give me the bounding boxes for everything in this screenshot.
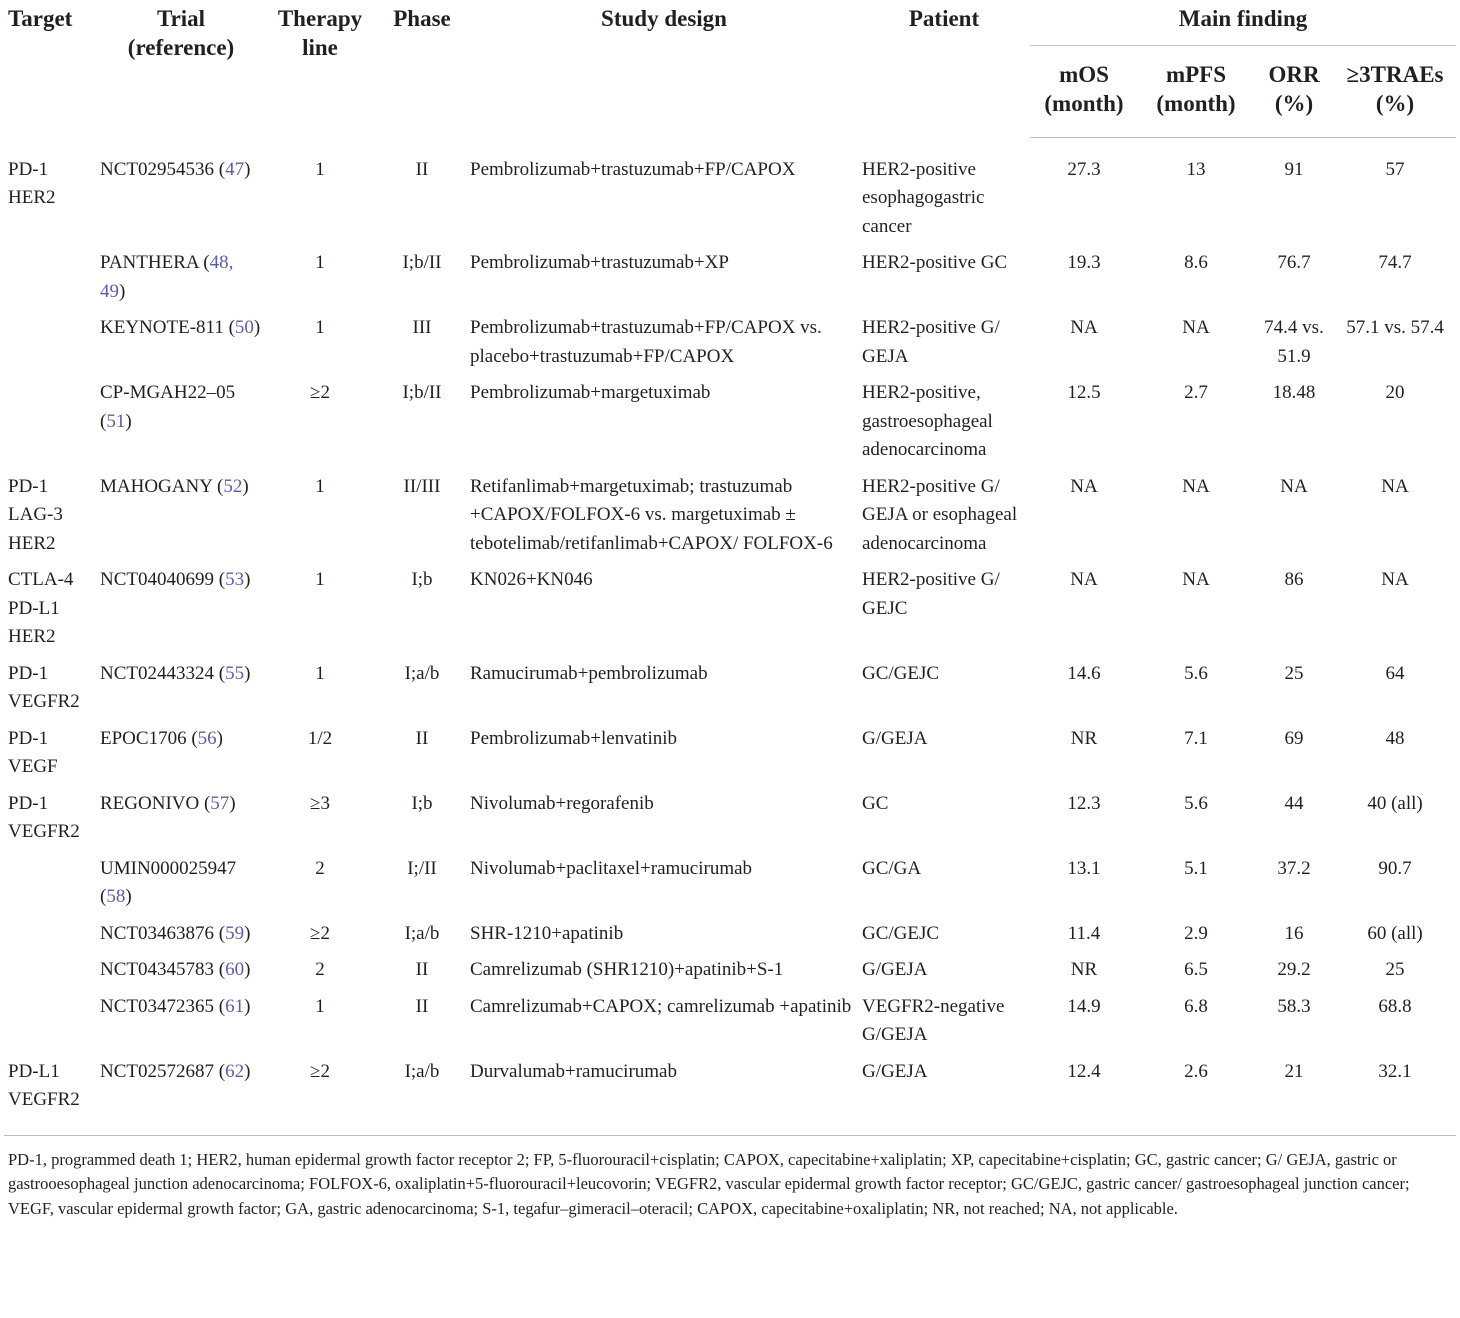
cell-phase: II <box>415 158 429 180</box>
header-main-finding-label: Main finding <box>1178 6 1308 31</box>
reference-link[interactable]: 62 <box>225 1060 245 1082</box>
cell-mos: 12.4 <box>1067 1060 1101 1082</box>
cell-trial: REGONIVO (57) <box>100 792 236 814</box>
cell-mos: NA <box>1070 569 1098 590</box>
cell-therapy-line: 1 <box>315 662 325 684</box>
cell-mpfs: 2.9 <box>1184 922 1208 944</box>
cell-mos: 14.9 <box>1067 995 1101 1017</box>
cell-patient: HER2-positive esophagogastric cancer <box>862 158 985 237</box>
cell-orr: 86 <box>1284 569 1304 590</box>
target-item: PD-1 <box>8 792 49 814</box>
header-study-design <box>470 0 858 138</box>
cell-mpfs: 2.6 <box>1184 1060 1208 1082</box>
cell-therapy-line: ≥2 <box>310 382 330 403</box>
trial-name: MAHOGANY <box>100 475 213 497</box>
cell-mos: 11.4 <box>1067 922 1101 944</box>
cell-mos: NA <box>1070 317 1098 338</box>
header-patient-label: Patient <box>908 6 980 31</box>
cell-study-design: Ramucirumab+pembrolizumab <box>470 662 708 684</box>
header-orr-line1: ORR <box>1268 62 1320 87</box>
cell-phase: II/III <box>403 475 441 497</box>
table-footnote: PD-1, programmed death 1; HER2, human epidermal growth factor receptor 2; FP, 5-fluorouracil+cisplatin; CAPOX, capecitabine+xaliplatin; XP, capecitabine+cisplatin; GC, gastric cancer; G/ GEJA, gastric or gastrooesophageal junction adenocarcinoma; FOLFOX-6, oxaliplatin+5-fluorouracil+leucovorin; VEGFR2, vascular epidermal growth factor receptor; GC/GEJC, gastric cancer/ gastroesophageal junction cancer; VEGF, vascular epidermal growth factor; GA, gastric adenocarcinoma; S-1, tegafur–gimeracil–oteracil; CAPOX, capecitabine+oxaliplatin; NR, not reached; NA, not applicable. <box>4 1135 1456 1222</box>
reference-link[interactable]: 61 <box>225 995 245 1017</box>
trial-name: NCT03472365 <box>100 995 214 1017</box>
cell-mos: 14.6 <box>1067 662 1101 684</box>
cell-study-design: Nivolumab+paclitaxel+ramucirumab <box>470 857 753 879</box>
target-item: PD-L1 <box>8 1060 60 1082</box>
table-row <box>4 138 1456 250</box>
cell-mpfs: 2.7 <box>1184 382 1208 403</box>
cell-mpfs: NA <box>1182 475 1210 497</box>
cell-orr: 29.2 <box>1277 959 1311 980</box>
cell-therapy-line: 2 <box>315 959 325 980</box>
cell-mpfs: 5.1 <box>1184 857 1208 879</box>
trial-name: REGONIVO <box>100 792 200 814</box>
cell-study-design: KN026+KN046 <box>470 569 593 590</box>
header-therapy-line1: Therapy <box>277 6 363 31</box>
cell-patient: G/GEJA <box>862 727 928 749</box>
cell-trae: 68.8 <box>1378 995 1412 1017</box>
cell-target <box>4 725 96 790</box>
target-item: PD-1 <box>8 158 49 180</box>
trial-name: NCT03463876 <box>100 922 214 944</box>
reference-link[interactable]: 57 <box>210 792 230 814</box>
cell-study-design: Camrelizumab (SHR1210)+apatinib+S-1 <box>470 959 784 980</box>
cell-therapy-line: 1 <box>315 569 325 590</box>
reference-link[interactable]: 51 <box>106 410 126 432</box>
cell-mpfs: 6.8 <box>1184 995 1208 1017</box>
cell-trial: NCT04345783 (60) <box>100 959 251 980</box>
cell-trae: 90.7 <box>1378 857 1412 879</box>
table-row <box>4 1058 1456 1131</box>
cell-mos: NR <box>1070 727 1098 749</box>
cell-mos: 12.3 <box>1067 792 1101 814</box>
cell-mpfs: 5.6 <box>1184 662 1208 684</box>
cell-study-design: Pembrolizumab+trastuzumab+FP/CAPOX <box>470 158 796 180</box>
header-orr-line2: (%) <box>1274 91 1314 116</box>
cell-trae: 20 <box>1385 382 1405 403</box>
cell-target <box>4 993 96 1058</box>
cell-study-design: Durvalumab+ramucirumab <box>470 1060 677 1082</box>
cell-patient: G/GEJA <box>862 1060 928 1082</box>
trial-name: PANTHERA <box>100 252 199 273</box>
cell-trae: 57.1 vs. 57.4 <box>1346 317 1444 338</box>
cell-trial: CP-MGAH22–05 (51) <box>100 382 236 432</box>
cell-orr: 21 <box>1284 1060 1304 1082</box>
cell-target <box>4 660 96 725</box>
cell-target <box>4 956 96 993</box>
cell-orr: 44 <box>1284 792 1304 814</box>
trials-table <box>4 0 1456 1131</box>
cell-patient: GC/GEJC <box>862 662 940 684</box>
table-row <box>4 956 1456 993</box>
trial-name: CP-MGAH22–05 <box>100 382 236 403</box>
cell-phase: I;b/II <box>402 382 442 403</box>
cell-phase: III <box>412 317 432 338</box>
cell-orr: NA <box>1280 475 1308 497</box>
reference-link[interactable]: 48, 49 <box>100 252 234 302</box>
cell-mos: 13.1 <box>1067 857 1101 879</box>
cell-mpfs: 8.6 <box>1184 252 1208 273</box>
reference-link[interactable]: 55 <box>225 662 245 684</box>
target-item: PD-1 <box>8 662 49 684</box>
cell-trial: NCT04040699 (53) <box>100 569 251 590</box>
cell-patient: GC/GA <box>862 857 922 879</box>
reference-link[interactable]: 47 <box>225 158 245 180</box>
cell-trae: 25 <box>1385 959 1405 980</box>
cell-therapy-line: ≥2 <box>310 922 330 944</box>
cell-trial: NCT03463876 (59) <box>100 922 251 944</box>
cell-mos: 27.3 <box>1067 159 1101 180</box>
cell-trae: 48 <box>1385 727 1405 749</box>
target-item: CTLA-4 <box>8 569 74 590</box>
cell-phase: I;a/b <box>404 662 440 684</box>
cell-trial: KEYNOTE-811 (50) <box>100 317 261 338</box>
table-row <box>4 993 1456 1058</box>
cell-orr: 58.3 <box>1277 995 1311 1017</box>
cell-mpfs: NA <box>1182 569 1210 590</box>
header-therapy-line2: line <box>302 35 338 60</box>
header-orr <box>1254 46 1334 138</box>
trial-name: EPOC1706 <box>100 727 187 749</box>
reference-link[interactable]: 56 <box>197 727 217 749</box>
target-item: HER2 <box>8 187 56 208</box>
cell-trial: EPOC1706 (56) <box>100 727 223 749</box>
trial-name: NCT04040699 <box>100 569 214 590</box>
trial-name: NCT02954536 <box>100 158 214 180</box>
header-mpfs <box>1138 46 1254 138</box>
cell-phase: I;b <box>411 792 433 814</box>
cell-orr: 91 <box>1284 159 1304 180</box>
cell-phase: II <box>415 727 429 749</box>
cell-study-design: Pembrolizumab+lenvatinib <box>470 727 678 749</box>
cell-phase: I;b/II <box>402 252 442 273</box>
reference-link[interactable]: 50 <box>234 317 254 338</box>
header-phase-label: Phase <box>393 6 451 31</box>
table-row <box>4 566 1456 660</box>
target-item: PD-1 <box>8 727 49 749</box>
cell-study-design: Pembrolizumab+trastuzumab+XP <box>470 252 729 273</box>
cell-trial: PANTHERA (48, 49) <box>100 252 234 302</box>
cell-orr: 16 <box>1284 922 1304 944</box>
cell-trae: NA <box>1381 475 1409 497</box>
cell-target <box>4 249 96 314</box>
cell-orr: 18.48 <box>1272 382 1316 403</box>
cell-trae: 32.1 <box>1378 1060 1412 1082</box>
cell-target <box>4 379 96 473</box>
header-trial <box>96 0 266 138</box>
cell-phase: II <box>415 995 429 1017</box>
cell-patient: G/GEJA <box>862 959 928 980</box>
cell-patient: HER2-positive G/ GEJA or esophageal adenocarcinoma <box>862 475 1018 554</box>
cell-therapy-line: 2 <box>315 857 325 879</box>
target-item: PD-L1 <box>8 597 60 619</box>
cell-mpfs: 7.1 <box>1184 727 1208 749</box>
cell-patient: GC <box>862 792 889 814</box>
cell-study-design: Pembrolizumab+trastuzumab+FP/CAPOX vs. placebo+trastuzumab+FP/CAPOX <box>470 317 822 367</box>
cell-mpfs: 6.5 <box>1184 959 1208 980</box>
reference-link[interactable]: 59 <box>225 922 245 944</box>
cell-mos: 12.5 <box>1067 382 1101 403</box>
table-row <box>4 249 1456 314</box>
header-main-finding <box>1030 0 1456 46</box>
header-phase <box>374 0 470 138</box>
header-target <box>4 0 96 138</box>
table-row <box>4 920 1456 957</box>
target-item: VEGFR2 <box>8 821 80 842</box>
cell-orr: 69 <box>1284 727 1304 749</box>
cell-target <box>4 566 96 660</box>
cell-trae: 57 <box>1385 159 1405 180</box>
cell-phase: I;a/b <box>404 922 440 944</box>
header-therapy-line <box>266 0 374 138</box>
header-trial-line1: Trial <box>156 6 206 31</box>
header-mpfs-line2: (month) <box>1156 91 1236 116</box>
table-row <box>4 379 1456 473</box>
cell-patient: HER2-positive GC <box>862 252 1008 273</box>
cell-trial: UMIN000025947 (58) <box>100 857 237 907</box>
cell-therapy-line: 1 <box>315 475 325 497</box>
table-header <box>4 0 1456 138</box>
cell-target <box>4 473 96 567</box>
reference-link[interactable]: 53 <box>225 569 245 590</box>
cell-mos: NR <box>1070 959 1098 980</box>
cell-mpfs: NA <box>1182 317 1210 338</box>
cell-target <box>4 855 96 920</box>
table-row <box>4 855 1456 920</box>
cell-patient: HER2-positive, gastroesophageal adenocarcinoma <box>862 382 993 460</box>
cell-mos: 19.3 <box>1067 252 1101 273</box>
cell-study-design: Pembrolizumab+margetuximab <box>470 382 711 403</box>
cell-phase: II <box>415 959 429 980</box>
trial-name: NCT02572687 <box>100 1060 214 1082</box>
target-item: VEGF <box>8 756 58 777</box>
target-item: LAG-3 <box>8 504 63 525</box>
target-item: HER2 <box>8 532 56 554</box>
header-patient <box>858 0 1030 138</box>
cell-target <box>4 1058 96 1131</box>
cell-trae: 60 (all) <box>1367 922 1423 944</box>
cell-orr: 25 <box>1284 662 1304 684</box>
target-item: HER2 <box>8 626 56 647</box>
cell-phase: I;a/b <box>404 1060 440 1082</box>
cell-mpfs: 5.6 <box>1184 792 1208 814</box>
trial-name: UMIN000025947 <box>100 857 237 879</box>
cell-trial: NCT03472365 (61) <box>100 995 251 1017</box>
cell-orr: 76.7 <box>1277 252 1311 273</box>
table-row <box>4 790 1456 855</box>
cell-study-design: SHR-1210+apatinib <box>470 922 624 944</box>
cell-therapy-line: 1/2 <box>307 727 333 749</box>
cell-study-design: Camrelizumab+CAPOX; camrelizumab +apatinib <box>470 995 852 1017</box>
header-trae-line2: (%) <box>1375 91 1415 116</box>
table-row <box>4 314 1456 379</box>
cell-target <box>4 790 96 855</box>
cell-therapy-line: 1 <box>315 252 325 273</box>
target-item: VEGFR2 <box>8 1089 80 1110</box>
cell-trae: 40 (all) <box>1367 792 1423 814</box>
table-body <box>4 138 1456 1131</box>
cell-therapy-line: ≥3 <box>310 792 330 814</box>
cell-study-design: Nivolumab+regorafenib <box>470 792 654 814</box>
target-item: PD-1 <box>8 475 49 497</box>
cell-phase: I;/II <box>407 857 437 879</box>
header-trae <box>1334 46 1456 138</box>
cell-patient: HER2-positive G/ GEJA <box>862 317 1000 367</box>
cell-patient: GC/GEJC <box>862 922 940 944</box>
cell-therapy-line: 1 <box>315 317 325 338</box>
cell-therapy-line: ≥2 <box>310 1060 330 1082</box>
cell-trial: NCT02443324 (55) <box>100 662 251 684</box>
cell-trial: NCT02954536 (47) <box>100 158 251 180</box>
cell-target <box>4 314 96 379</box>
header-study-design-label: Study design <box>601 6 727 31</box>
header-target-label: Target <box>8 6 73 31</box>
cell-trial: NCT02572687 (62) <box>100 1060 251 1082</box>
cell-phase: I;b <box>411 569 433 590</box>
trial-name: NCT02443324 <box>100 662 214 684</box>
cell-mpfs: 13 <box>1186 159 1206 180</box>
header-mpfs-line1: mPFS <box>1165 62 1227 87</box>
cell-patient: HER2-positive G/ GEJC <box>862 569 1000 619</box>
table-row <box>4 660 1456 725</box>
cell-target <box>4 920 96 957</box>
header-mos-line2: (month) <box>1044 91 1124 116</box>
table-row <box>4 725 1456 790</box>
cell-trae: 64 <box>1385 662 1405 684</box>
table-row <box>4 473 1456 567</box>
cell-orr: 74.4 vs. 51.9 <box>1264 317 1324 367</box>
trial-name: KEYNOTE-811 <box>100 317 224 338</box>
header-trial-line2: (reference) <box>127 35 235 60</box>
target-item: VEGFR2 <box>8 691 80 712</box>
cell-trae: 74.7 <box>1378 252 1412 273</box>
cell-orr: 37.2 <box>1277 857 1311 879</box>
header-mos <box>1030 46 1138 138</box>
reference-link[interactable]: 58 <box>106 886 126 907</box>
cell-trial: MAHOGANY (52) <box>100 475 249 497</box>
reference-link[interactable]: 52 <box>223 475 243 497</box>
cell-patient: VEGFR2-negative G/GEJA <box>862 995 1005 1045</box>
cell-therapy-line: 1 <box>315 158 325 180</box>
reference-link[interactable]: 60 <box>225 959 245 980</box>
trial-name: NCT04345783 <box>100 959 214 980</box>
cell-trae: NA <box>1381 569 1409 590</box>
cell-therapy-line: 1 <box>315 995 325 1017</box>
cell-target <box>4 138 96 250</box>
header-trae-line1: ≥3TRAEs <box>1346 62 1444 87</box>
cell-study-design: Retifanlimab+margetuximab; trastuzumab +CAPOX/FOLFOX-6 vs. margetuximab ± tebotelimab/retifanlimab+CAPOX/ FOLFOX-6 <box>470 475 833 554</box>
cell-mos: NA <box>1070 475 1098 497</box>
header-mos-line1: mOS <box>1059 62 1109 87</box>
